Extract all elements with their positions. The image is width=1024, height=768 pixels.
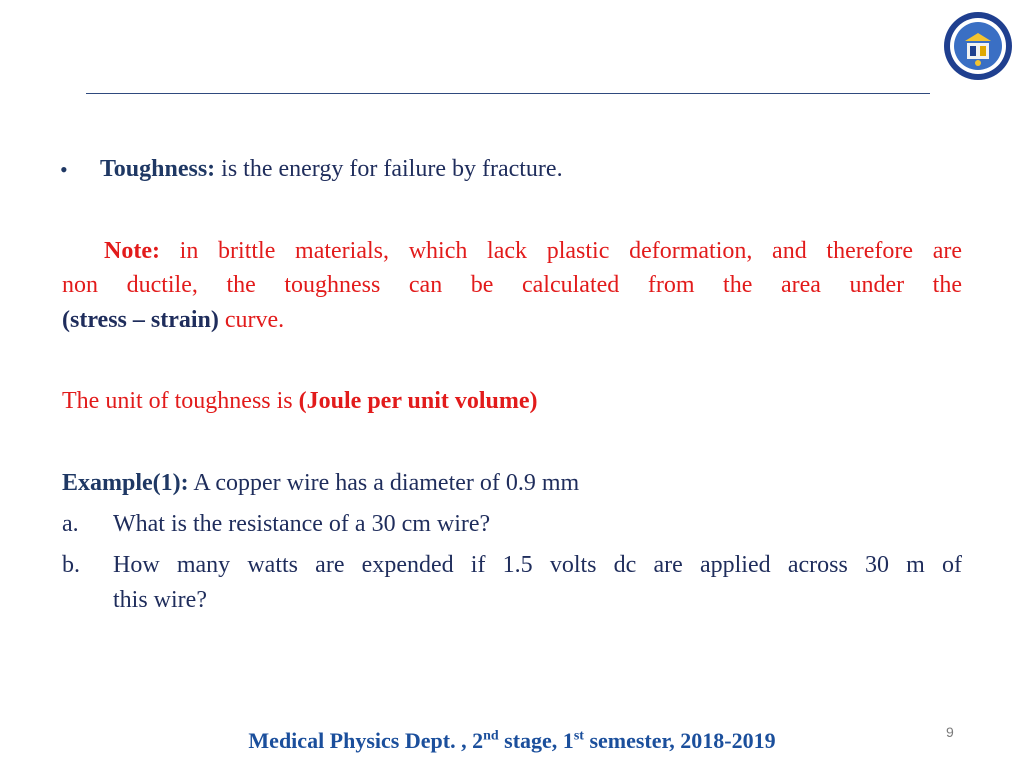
example-label: Example(1):	[62, 470, 189, 496]
example-item-a-text: What is the resistance of a 30 cm wire?	[113, 511, 491, 537]
unit-value: (Joule per unit volume)	[298, 388, 538, 414]
university-logo-icon	[943, 11, 1013, 81]
toughness-term: Toughness:	[100, 156, 216, 182]
example-statement: Example(1): A copper wire has a diameter of 0.9 mm	[62, 470, 580, 496]
note-line-1: Note: in brittle materials, which lack plastic deformation, and therefore are	[104, 238, 962, 264]
example-item-b-line-1: How many watts are expended if 1.5 volts dc are applied across 30 m of	[113, 552, 962, 578]
example-item-a-marker: a.	[62, 511, 79, 537]
header-divider	[86, 93, 930, 94]
note-line-2: non ductile, the toughness can be calculated from the area under the	[62, 272, 962, 298]
example-item-b-marker: b.	[62, 552, 80, 578]
example-item-b-line-2: this wire?	[113, 587, 207, 613]
toughness-definition	[100, 154, 563, 184]
unit-statement: The unit of toughness is (Joule per unit volume)	[62, 388, 538, 414]
bullet-glyph: •	[60, 157, 68, 182]
page-number: 9	[946, 724, 954, 740]
stress-strain-term: (stress – strain)	[62, 307, 219, 333]
footer-text: Medical Physics Dept. , 2nd stage, 1st semester, 2018-2019	[248, 728, 776, 753]
toughness-text: is the energy for failure by fracture.	[215, 156, 563, 182]
note-line-3: (stress – strain) curve.	[62, 307, 285, 333]
note-label: Note:	[104, 238, 160, 264]
